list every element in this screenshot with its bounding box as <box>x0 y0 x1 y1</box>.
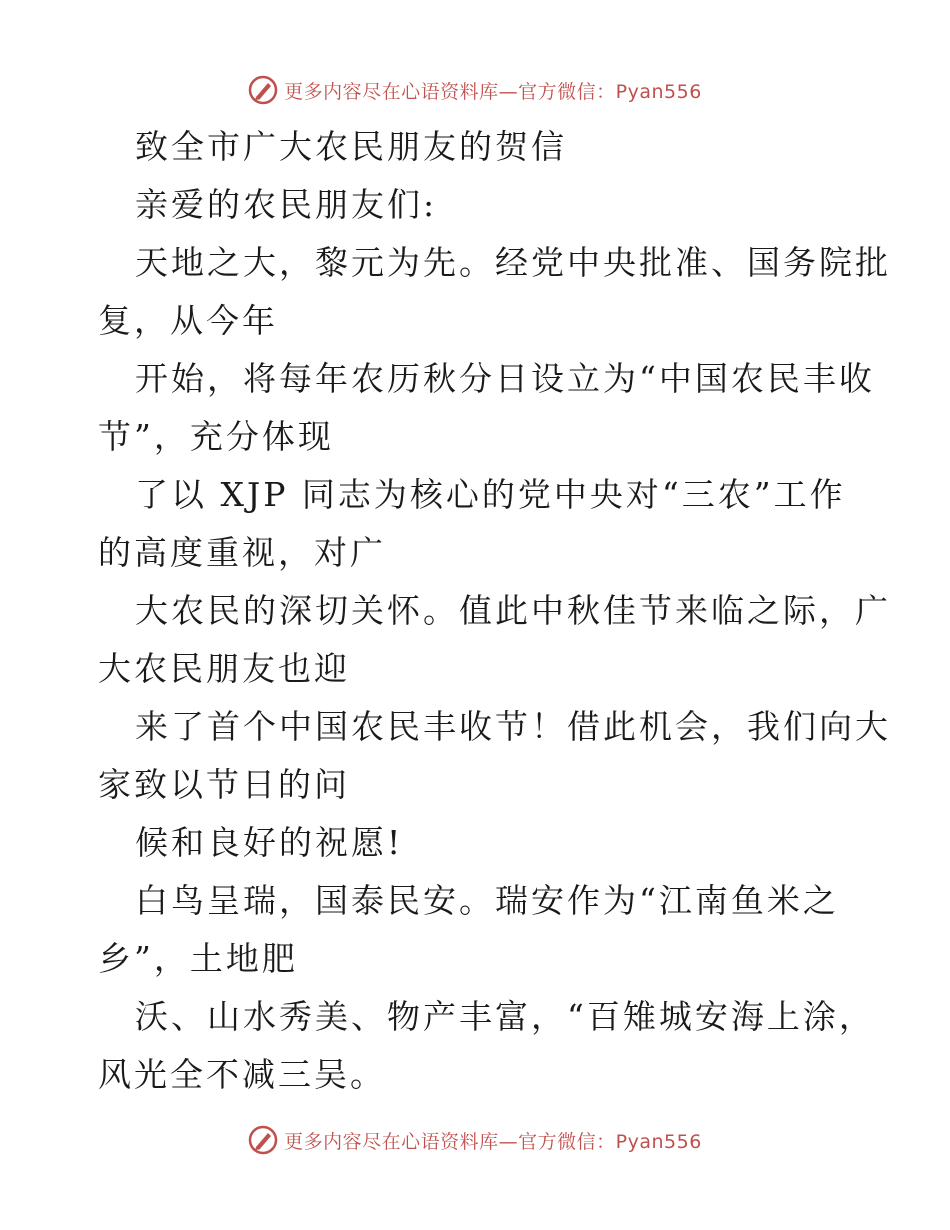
footer-watermark <box>0 1120 950 1160</box>
text-line: 大农民的深切关怀。值此中秋佳节来临之际，广 <box>135 591 891 630</box>
document-title: 致全市广大农民朋友的贺信 <box>135 127 567 166</box>
text-line: 候和良好的祝愿! <box>135 823 404 862</box>
text-line: 开始，将每年农历秋分日设立为“中国农民丰收 <box>135 359 875 398</box>
text-line: 家致以节日的问 <box>98 765 350 804</box>
salutation: 亲爱的农民朋友们: <box>135 185 438 224</box>
header-watermark <box>0 70 950 110</box>
text-line: 来了首个中国农民丰收节！借此机会，我们向大 <box>135 707 891 746</box>
text-line: 乡”，土地肥 <box>98 939 298 978</box>
text-line: 了以 XJP 同志为核心的党中央对“三农”工作 <box>135 475 846 514</box>
text-line: 的高度重视，对广 <box>98 533 386 572</box>
watermark-text: 更多内容尽在心语资料库—官方微信：Pyan556 <box>284 1130 702 1153</box>
text-line: 沃、山水秀美、物产丰富，“百雉城安海上涂， <box>135 997 875 1036</box>
text-line: 大农民朋友也迎 <box>98 649 350 688</box>
text-line: 风光全不减三吴。 <box>98 1055 386 1094</box>
pen-logo-icon <box>248 1125 278 1155</box>
text-line: 天地之大，黎元为先。经党中央批准、国务院批 <box>135 243 891 282</box>
text-line: 复，从今年 <box>98 301 278 340</box>
pen-logo-icon <box>248 75 278 105</box>
watermark-text: 更多内容尽在心语资料库—官方微信：Pyan556 <box>284 80 702 103</box>
text-line: 节”，充分体现 <box>98 417 334 456</box>
text-line: 白鸟呈瑞，国泰民安。瑞安作为“江南鱼米之 <box>135 881 839 920</box>
